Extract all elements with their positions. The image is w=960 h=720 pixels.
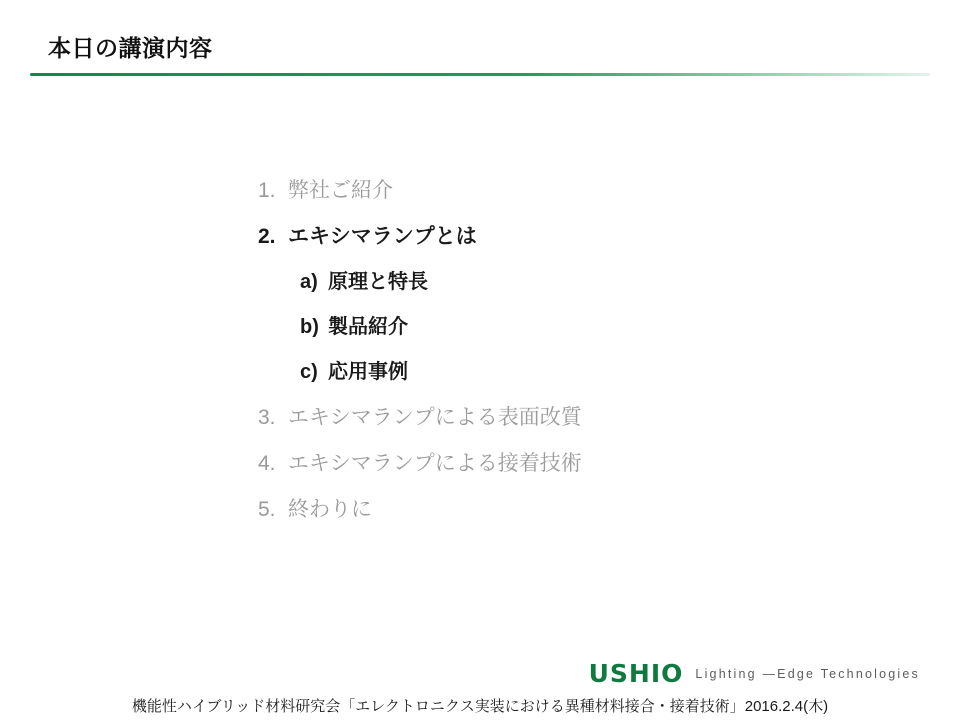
list-item-label: エキシマランプによる接着技術 bbox=[288, 452, 582, 475]
list-item-label: 製品紹介 bbox=[328, 316, 408, 338]
list-item bbox=[300, 317, 818, 337]
list-item bbox=[258, 226, 818, 247]
list-item-label: エキシマランプとは bbox=[288, 225, 477, 248]
list-item-label: 応用事例 bbox=[328, 361, 408, 383]
list-item-label: 終わりに bbox=[288, 498, 372, 521]
list-item-label: エキシマランプによる表面改質 bbox=[288, 406, 582, 429]
list-item bbox=[300, 362, 818, 382]
ushio-wordmark: USHIO bbox=[588, 659, 684, 688]
list-item bbox=[258, 407, 818, 428]
agenda-list bbox=[258, 180, 818, 545]
list-item-marker: 1. bbox=[258, 179, 276, 202]
list-item-label: 原理と特長 bbox=[328, 271, 428, 293]
list-item-marker: 3. bbox=[258, 406, 276, 429]
list-item-marker: c) bbox=[300, 361, 318, 383]
company-logo bbox=[589, 659, 920, 688]
list-item-marker: 4. bbox=[258, 452, 276, 475]
footer-note: 機能性ハイブリッド材料研究会「エレクトロニクス実装における異種材料接合・接着技術」2016.2.4(木) bbox=[131, 698, 829, 715]
list-item bbox=[258, 453, 818, 474]
page-title: 本日の講演内容 bbox=[48, 35, 213, 61]
list-item-marker: 2. bbox=[258, 225, 276, 248]
list-item bbox=[258, 499, 818, 520]
list-item-label: 弊社ご紹介 bbox=[288, 179, 393, 202]
logo-tagline: Lighting —Edge Technologies bbox=[695, 666, 920, 681]
list-item bbox=[258, 180, 818, 201]
list-item-marker: b) bbox=[300, 316, 319, 338]
list-item bbox=[300, 272, 818, 292]
list-item-marker: 5. bbox=[258, 498, 276, 521]
title-divider bbox=[30, 73, 930, 76]
list-item-marker: a) bbox=[300, 271, 318, 293]
